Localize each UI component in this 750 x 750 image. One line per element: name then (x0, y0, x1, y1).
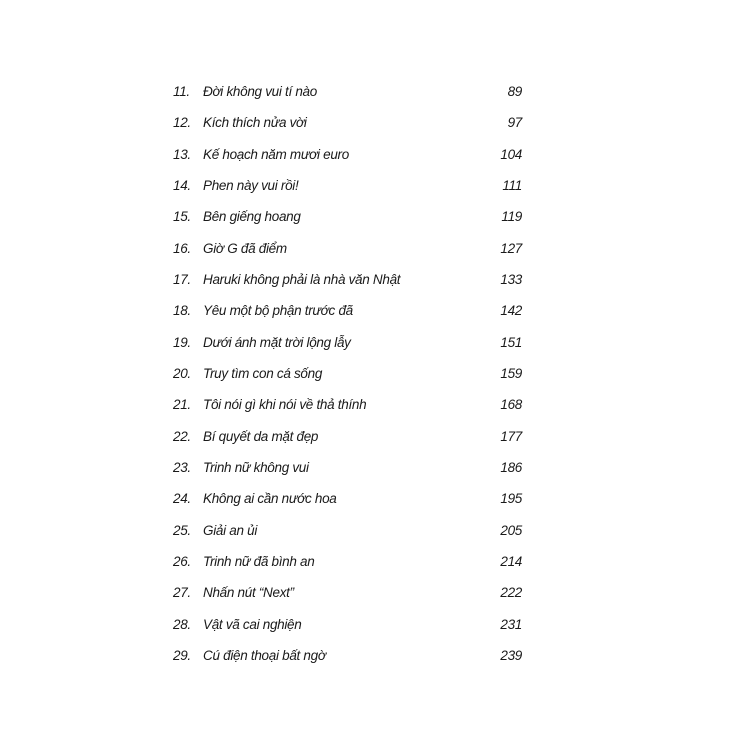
page-number: 195 (500, 491, 522, 507)
toc-entry-17 (0, 271, 750, 302)
toc-entry-29 (0, 647, 750, 678)
chapter-number: 14. (173, 177, 191, 193)
chapter-title: Cú điện thoại bất ngờ (203, 647, 326, 663)
chapter-number: 21. (173, 397, 191, 413)
chapter-title: Trinh nữ không vui (203, 459, 309, 475)
page-number: 111 (502, 177, 522, 193)
toc-entry-18 (0, 302, 750, 333)
chapter-title: Tôi nói gì khi nói về thả thính (203, 397, 367, 413)
page-number: 159 (500, 365, 522, 381)
toc-entry-24 (0, 490, 750, 521)
toc-entry-25 (0, 522, 750, 553)
chapter-number: 13. (173, 146, 191, 162)
chapter-title: Kích thích nửa vời (203, 115, 307, 131)
page-number: 205 (500, 522, 522, 538)
page-number: 214 (500, 553, 522, 569)
chapter-title: Yêu một bộ phận trước đã (203, 303, 353, 319)
toc-entry-19 (0, 334, 750, 365)
page-number: 222 (500, 585, 522, 601)
chapter-number: 11. (173, 84, 190, 99)
chapter-number: 28. (173, 616, 191, 632)
chapter-title: Kế hoạch năm mươi euro (203, 146, 349, 162)
chapter-title: Trinh nữ đã bình an (203, 553, 315, 569)
chapter-title: Truy tìm con cá sống (203, 365, 323, 381)
chapter-number: 29. (173, 647, 191, 663)
chapter-number: 18. (173, 303, 191, 319)
chapter-title: Giải an ủi (203, 522, 258, 538)
toc-entry-20 (0, 365, 750, 396)
chapter-title: Vật vã cai nghiện (203, 616, 302, 632)
chapter-title: Bên giếng hoang (203, 209, 301, 225)
table-of-contents (0, 83, 750, 678)
page-number: 239 (500, 647, 522, 663)
page-number: 89 (507, 84, 522, 99)
toc-entry-22 (0, 428, 750, 459)
chapter-number: 19. (173, 334, 191, 350)
page-number: 127 (500, 240, 522, 256)
chapter-title: Dưới ánh mặt trời lộng lẫy (203, 334, 351, 350)
toc-entry-16 (0, 240, 750, 271)
chapter-number: 24. (173, 491, 191, 507)
toc-entry-11 (0, 83, 750, 114)
chapter-title: Phen này vui rồi! (203, 177, 299, 193)
chapter-number: 16. (173, 240, 191, 256)
chapter-number: 17. (173, 271, 191, 287)
chapter-title: Bí quyết da mặt đẹp (203, 428, 319, 444)
chapter-title: Nhấn nút “Next” (203, 585, 294, 601)
toc-entry-26 (0, 553, 750, 584)
page-number: 177 (500, 428, 522, 444)
chapter-number: 20. (173, 365, 191, 381)
toc-entry-23 (0, 459, 750, 490)
chapter-title: Không ai cần nước hoa (203, 491, 337, 507)
page-number: 97 (507, 115, 522, 131)
chapter-number: 22. (173, 428, 191, 444)
toc-entry-28 (0, 616, 750, 647)
chapter-number: 12. (173, 115, 191, 131)
toc-entry-12 (0, 114, 750, 145)
chapter-number: 23. (173, 459, 191, 475)
page-number: 142 (500, 303, 522, 319)
chapter-title: Đời không vui tí nào (203, 84, 317, 99)
toc-entry-14 (0, 177, 750, 208)
toc-entry-13 (0, 146, 750, 177)
chapter-title: Giờ G đã điểm (203, 240, 287, 256)
page-number: 231 (500, 616, 522, 632)
page-number: 104 (500, 146, 522, 162)
chapter-number: 25. (173, 522, 191, 538)
chapter-number: 15. (173, 209, 191, 225)
page-number: 151 (500, 334, 522, 350)
page-number: 186 (500, 459, 522, 475)
toc-entry-21 (0, 396, 750, 427)
page-number: 168 (500, 397, 522, 413)
chapter-number: 27. (173, 585, 191, 601)
toc-entry-27 (0, 584, 750, 615)
chapter-title: Haruki không phải là nhà văn Nhật (203, 271, 401, 287)
page-number: 133 (500, 271, 522, 287)
chapter-number: 26. (173, 553, 191, 569)
toc-entry-15 (0, 208, 750, 239)
page-number: 119 (501, 209, 522, 225)
